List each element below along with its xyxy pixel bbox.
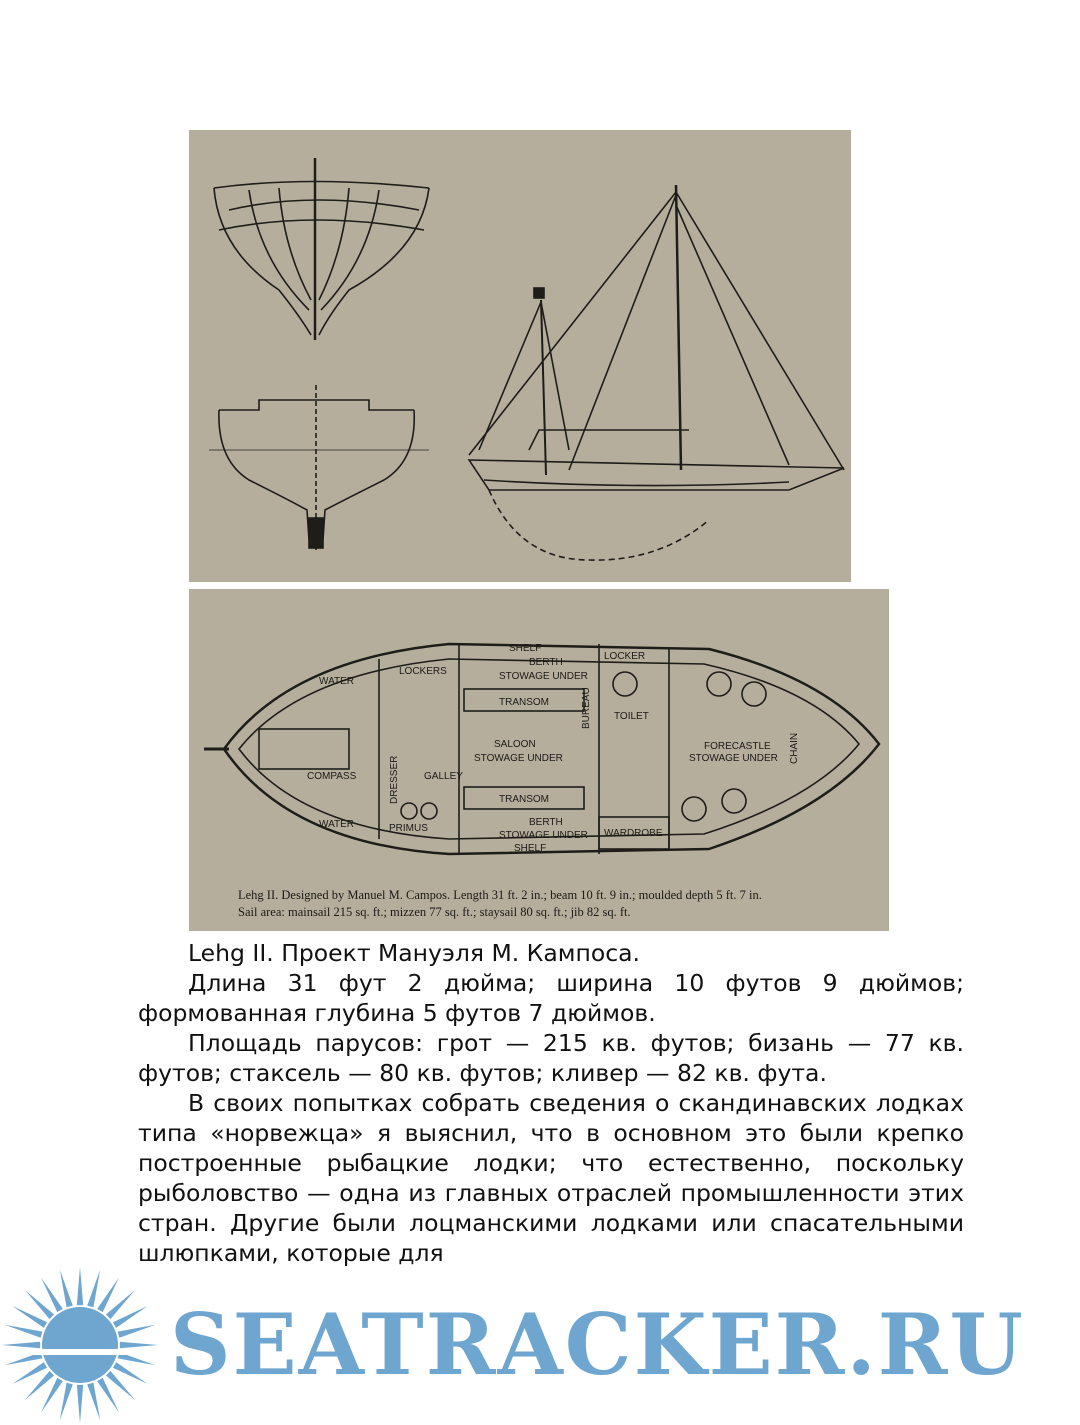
sun-ray (87, 1383, 100, 1421)
plan-label-compass: COMPASS (307, 771, 357, 782)
plan-label-transom-bottom: TRANSOM (499, 794, 549, 805)
sun-ray (60, 1270, 73, 1308)
sun-ray (77, 1385, 83, 1423)
sun-ray (2, 1342, 40, 1348)
plan-label-water-top: WATER (319, 676, 354, 687)
plan-label-dresser: DRESSER (389, 755, 400, 804)
article-body (138, 938, 964, 1268)
sun-icon (2, 1267, 158, 1423)
figure-caption-line-2: Sail area: mainsail 215 sq. ft.; mizzen 77 sq. ft.; staysail 80 sq. ft.; jib 82 sq. ft. (238, 905, 631, 919)
watermark-text: SEATRACKER.RU (170, 1295, 1025, 1394)
midship-section (209, 385, 429, 550)
plan-label-toilet: TOILET (614, 711, 649, 722)
paragraph-dimensions: Длина 31 фут 2 дюйма; ширина 10 футов 9 дюймов; формованная глубина 5 футов 7 дюймов. (138, 969, 964, 1027)
plan-label-galley: GALLEY (424, 771, 463, 782)
paragraph-title: Lehg II. Проект Мануэля М. Кампоса. (188, 939, 641, 967)
sun-ray (60, 1383, 73, 1421)
plan-label-forecastle-stowage: STOWAGE UNDER (689, 753, 778, 764)
sun-ray (118, 1325, 156, 1338)
plan-label-stowage-top: STOWAGE UNDER (499, 671, 588, 682)
plan-label-saloon: SALOON (494, 739, 536, 750)
accommodation-plan-drawing (189, 589, 889, 931)
sun-ray (5, 1325, 43, 1338)
plan-label-chain: CHAIN (789, 732, 800, 764)
sail-plan (469, 185, 844, 560)
figure-caption-line-1: Lehg II. Designed by Manuel M. Campos. Length 31 ft. 2 in.; beam 10 ft. 9 in.; moulded depth 5 ft. 7 in. (238, 888, 762, 902)
sun-ray (120, 1342, 158, 1348)
plan-label-wardrobe: WARDROBE (604, 828, 663, 839)
plan-label-berth-top: BERTH (529, 657, 563, 668)
plan-label-primus: PRIMUS (389, 823, 428, 834)
plan-label-stowage-bottom: STOWAGE UNDER (499, 830, 588, 841)
plan-label-shelf-top: SHELF (509, 643, 542, 654)
plan-label-water-bottom: WATER (319, 819, 354, 830)
sun-ray (77, 1267, 83, 1305)
plan-label-shelf-bottom: SHELF (514, 843, 547, 854)
plan-label-locker: LOCKER (604, 651, 646, 662)
plan-label-transom-top: TRANSOM (499, 697, 549, 708)
paragraph-body: В своих попытках собрать сведения о скандинавских лодках типа «норвежца» я выяснил, что в основном это были крепко построенные рыбацкие лодки; что естественно, поскольку рыболовство — одна из главных отраслей промышленности этих стран. Другие были лоцманскими лодками или спасательными шлюпками, которые для (138, 1089, 964, 1267)
plan-label-saloon-stowage: STOWAGE UNDER (474, 753, 563, 764)
plan-label-lockers: LOCKERS (399, 666, 447, 677)
figure-caption (238, 887, 878, 921)
sun-ray (87, 1270, 100, 1308)
body-plan-section (214, 158, 429, 340)
paragraph-sail-area: Площадь парусов: грот — 215 кв. футов; бизань — 77 кв. футов; стаксель — 80 кв. футов; кливер — 82 кв. фута. (138, 1029, 964, 1087)
plan-label-forecastle: FORECASTLE (704, 741, 771, 752)
plan-label-bureau: BUREAU (581, 687, 592, 729)
plan-label-berth-bottom: BERTH (529, 817, 563, 828)
hull-sections-and-sail-plan-drawing (189, 130, 851, 582)
